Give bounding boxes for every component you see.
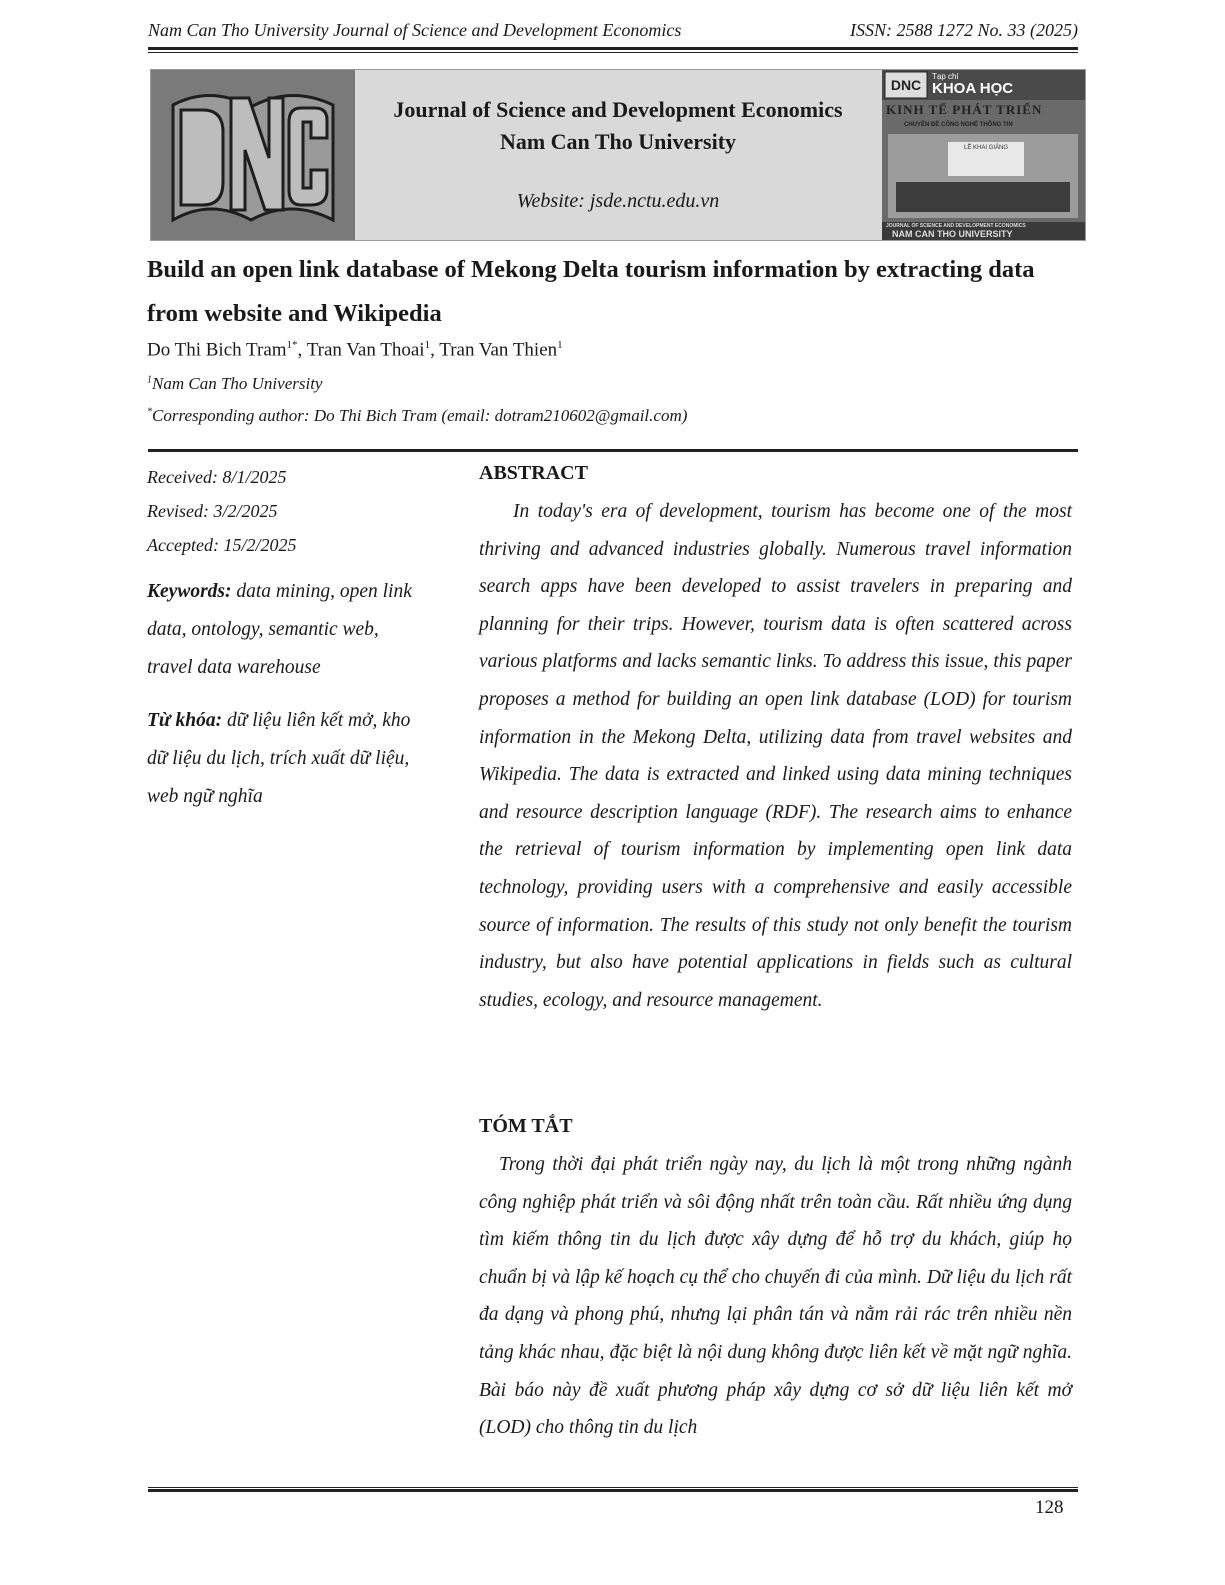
banner-website: Website: jsde.nctu.edu.vn [516, 190, 720, 212]
cover-stage-banner [948, 142, 1024, 176]
cover-photo [888, 134, 1078, 218]
abstract-heading: ABSTRACT [479, 462, 588, 484]
tukhoa-block [147, 702, 422, 816]
tukhoa-label: Từ khóa: [147, 710, 223, 731]
tomtat-text: Trong thời đại phát triển ngày nay, du lịch là một trong những ngành công nghiệp phát triển và sôi động nhất trên toàn cầu. Rất nhiều ứng dụng tìm kiếm thông tin du lịch được xây dựng để hỗ trợ du khách, giúp họ chuẩn bị và lập kế hoạch cụ thể cho chuyến đi của mình. Dữ liệu du lịch rất đa dạng và phong phú, nhưng lại phân tán và nằm rải rác trên nhiều nền tảng khác nhau, đặc biệt là nội dung không được liên kết về mặt ngữ nghĩa. Bài báo này đề xuất phương pháp xây dựng cơ sở dữ liệu liên kết mở (LOD) cho thông tin du lịch [479, 1154, 1072, 1439]
cover-tag-label: CHUYÊN ĐỀ CÔNG NGHỆ THÔNG TIN [904, 122, 1013, 128]
page-number: 128 [1035, 1497, 1064, 1518]
author-sup: 1 [424, 339, 431, 351]
cover-top-band [882, 70, 1085, 100]
cover-bottom-label2: NAM CAN THO UNIVERSITY [892, 229, 1013, 239]
cover-bottom-label1: JOURNAL OF SCIENCE AND DEVELOPMENT ECONOMICS [886, 223, 1026, 229]
banner-title-line1: Journal of Science and Development Economics [393, 97, 843, 122]
affiliation [147, 374, 322, 394]
svg-text:DNC: DNC [890, 77, 922, 93]
issn-line: ISSN: 2588 1272 No. 33 (2025) [850, 20, 1078, 40]
author-name: Tran Van Thien [439, 339, 558, 361]
author-sup: 1* [286, 339, 298, 351]
journal-cover-image [882, 70, 1085, 240]
corresponding-author [147, 406, 687, 426]
author-list [147, 339, 563, 361]
author-name: Tran Van Thoai [306, 339, 425, 361]
author-separator: , [430, 339, 440, 361]
cover-bottom-band [882, 222, 1085, 240]
author-separator: , [297, 339, 307, 361]
affiliation-text: Nam Can Tho University [152, 374, 323, 393]
banner-title-line2: Nam Can Tho University [499, 129, 737, 154]
cover-big-label: KHOA HỌC [932, 80, 1014, 97]
tomtat-heading: TÓM TẮT [479, 1115, 573, 1137]
journal-line: Nam Can Tho University Journal of Science and Development Economics [148, 20, 682, 40]
article-title: Build an open link database of Mekong Delta tourism information by extracting data from website and Wikipedia [147, 256, 1035, 327]
header-rule [148, 47, 1078, 53]
cover-logo-icon [884, 71, 928, 99]
received-date: Received: 8/1/2025 [147, 467, 287, 487]
running-header [148, 20, 1078, 41]
accepted-date: Accepted: 15/2/2025 [147, 535, 297, 555]
revised-date: Revised: 3/2/2025 [147, 501, 278, 521]
dnc-logo-icon [151, 70, 355, 240]
keywords-block [147, 573, 422, 687]
tukhoa-text: dữ liệu liên kết mở, kho dữ liệu du lịch, trích xuất dữ liệu, web ngữ nghĩa [147, 710, 411, 807]
keywords-text: data mining, open link data, ontology, semantic web, travel data warehouse [147, 581, 412, 678]
affiliation-sup: 1 [147, 374, 152, 386]
corresponding-text: Corresponding author: Do Thi Bich Tram (email: dotram210602@gmail.com) [152, 406, 688, 425]
keywords-label: Keywords: [147, 581, 232, 602]
cover-sub-label: KINH TẾ PHÁT TRIỂN [886, 102, 1043, 117]
cover-small-label: Tạp chí [932, 72, 959, 81]
title-divider [148, 449, 1078, 452]
author-sup: 1 [557, 339, 563, 351]
corresponding-sup: * [147, 406, 152, 418]
cover-people-row [896, 182, 1070, 212]
cover-stage-label: LỄ KHAI GIẢNG [963, 145, 1008, 151]
abstract-text: In today's era of development, tourism has become one of the most thriving and advanced industries globally. Numerous travel information search apps have been developed to assist travelers in preparing and planning for their trips. However, tourism data is often scattered across various platforms and lacks semantic links. To address this issue, this paper proposes a method for building an open link database (LOD) for tourism information in the Mekong Delta, utilizing data from travel websites and Wikipedia. The data is extracted and linked using data mining techniques and resource description language (RDF). The research aims to enhance the retrieval of tourism information by implementing open link data technology, providing users with a comprehensive and easily accessible source of information. The results of this study not only benefit the tourism industry, but also have potential applications in fields such as cultural studies, ecology, and resource management. [479, 501, 1072, 1011]
author-name: Do Thi Bich Tram [147, 339, 287, 361]
journal-logo [151, 70, 355, 240]
banner-text [355, 70, 881, 240]
footer-rule [148, 1487, 1078, 1492]
journal-banner [150, 69, 1086, 241]
article-dates [147, 460, 296, 562]
